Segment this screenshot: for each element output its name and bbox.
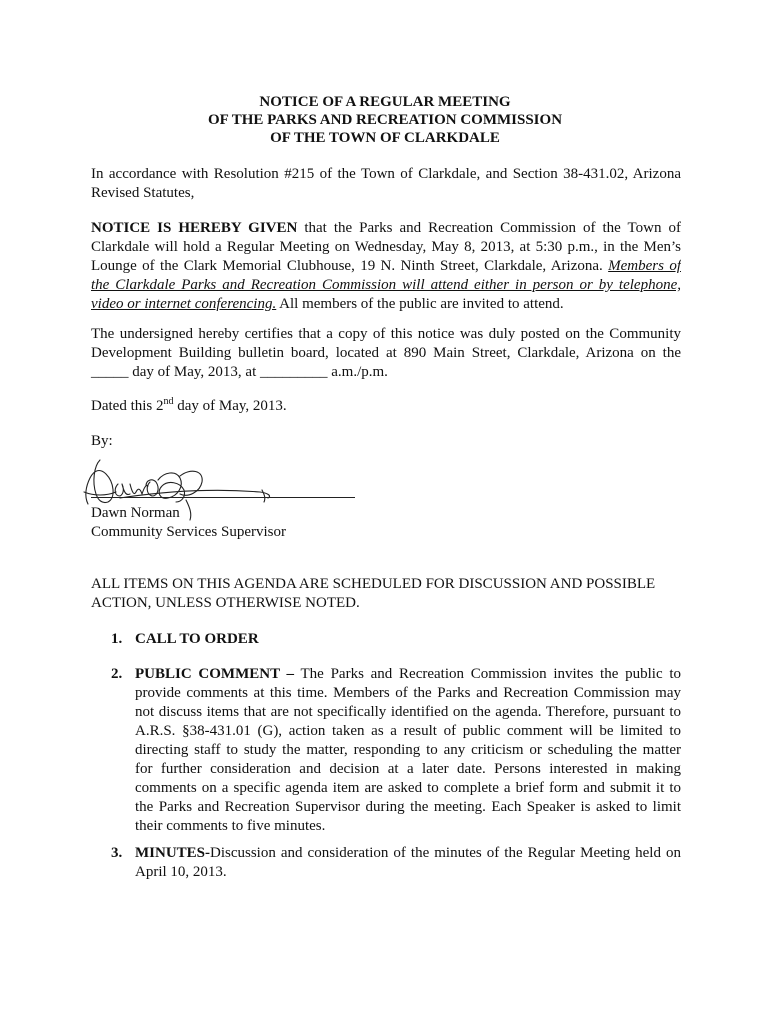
- agenda-item-number: 1.: [111, 631, 123, 647]
- notice-line-3-plain: Lounge of the Clark Memorial Clubhouse, 19 N. Ninth Street, Clarkdale, Arizona.: [91, 258, 609, 274]
- agenda-item-line: comments on a specific agenda item are asked to complete a brief form and submit it to: [135, 780, 681, 796]
- intro-line-2: Revised Statutes,: [91, 185, 195, 201]
- notice-line-3-underlined: Members of: [608, 258, 681, 274]
- notice-title-line-2: OF THE PARKS AND RECREATION COMMISSION: [207, 112, 563, 128]
- signature-line: [91, 497, 355, 498]
- agenda-note: [91, 575, 681, 613]
- notice-line-4-underlined: the Clarkdale Parks and Recreation Commission will attend either in person or by telephone,: [91, 277, 681, 293]
- notice-title-line-3: OF THE TOWN OF CLARKDALE: [270, 130, 500, 146]
- certification-line-3: _____ day of May, 2013, at _________ a.m./p.m.: [91, 364, 388, 380]
- agenda-note-line-2: ACTION, UNLESS OTHERWISE NOTED.: [91, 595, 360, 611]
- signer-block: [91, 504, 681, 542]
- agenda-item-heading: CALL TO ORDER: [135, 631, 259, 647]
- notice-line-2: Clarkdale will hold a Regular Meeting on Wednesday, May 8, 2013, at 5:30 p.m., in the Men’s: [91, 239, 681, 255]
- notice-line-1-rest: that the Parks and Recreation Commission of the Town of: [297, 220, 681, 236]
- agenda-item-body: [135, 665, 681, 836]
- dated-text: [91, 397, 681, 416]
- notice-paragraph: [91, 219, 681, 314]
- dated-line: [91, 397, 681, 416]
- certification-line-2: Development Building bulletin board, located at 890 Main Street, Clarkdale, Arizona on the: [91, 345, 681, 361]
- agenda-item-text: The Parks and Recreation Commission invites the public to: [294, 666, 681, 682]
- notice-line-1: [91, 219, 681, 238]
- intro-paragraph: [91, 165, 681, 203]
- notice-line-5: [91, 295, 681, 314]
- agenda-item-number: 2.: [111, 666, 123, 682]
- notice-line-5-underlined: video or internet conferencing.: [91, 296, 277, 312]
- agenda-item-line: provide comments at this time. Members of the Parks and Recreation Commission may: [135, 685, 681, 701]
- agenda-item-line: A.R.S. §38-431.01 (G), action taken as a result of public comment will be limited to: [135, 723, 681, 739]
- agenda-item-line: for further consideration and decision at a later date. Persons interested in making: [135, 761, 681, 777]
- dated-prefix: Dated this 2: [91, 398, 164, 414]
- notice-bold-lead: NOTICE IS HEREBY GIVEN: [91, 220, 298, 236]
- agenda-item-line: not discuss items that are not specifically identified on the agenda. Therefore, pursuant to: [135, 704, 681, 720]
- agenda-item-line: directing staff to study the matter, responding to any criticism or scheduling the matter: [135, 742, 681, 758]
- certification-line-1: The undersigned hereby certifies that a copy of this notice was duly posted on the Community: [91, 326, 681, 342]
- agenda-item-line: April 10, 2013.: [135, 864, 227, 880]
- agenda-item-heading: MINUTES-: [135, 845, 211, 861]
- signer-title: Community Services Supervisor: [91, 524, 286, 540]
- agenda-item-body: [135, 844, 681, 882]
- agenda-item-line: their comments to five minutes.: [135, 818, 326, 834]
- intro-line-1: In accordance with Resolution #215 of the Town of Clarkdale, and Section 38-431.02, Arizona: [91, 166, 681, 182]
- agenda-item-text: Discussion and consideration of the minutes of the Regular Meeting held on: [210, 845, 681, 861]
- signer-name: Dawn Norman: [91, 505, 180, 521]
- notice-title-line-1: NOTICE OF A REGULAR MEETING: [259, 94, 511, 110]
- agenda-item-body: [135, 630, 681, 649]
- agenda-item-line: [135, 844, 681, 863]
- agenda-item-number: 3.: [111, 845, 123, 861]
- notice-line-3: [91, 257, 681, 276]
- agenda-item-line: the Parks and Recreation Supervisor during the meeting. Each Speaker is asked to limit: [135, 799, 681, 815]
- dated-rest: day of May, 2013.: [173, 398, 287, 414]
- agenda-note-line-1: ALL ITEMS ON THIS AGENDA ARE SCHEDULED FOR DISCUSSION AND POSSIBLE: [91, 576, 656, 592]
- certification-paragraph: [91, 325, 681, 382]
- agenda-item-line: [135, 665, 681, 684]
- dated-superscript: nd: [163, 396, 174, 407]
- by-label: By:: [91, 433, 113, 449]
- notice-line-5-rest: All members of the public are invited to attend.: [276, 296, 564, 312]
- agenda-item-heading: PUBLIC COMMENT –: [135, 666, 295, 682]
